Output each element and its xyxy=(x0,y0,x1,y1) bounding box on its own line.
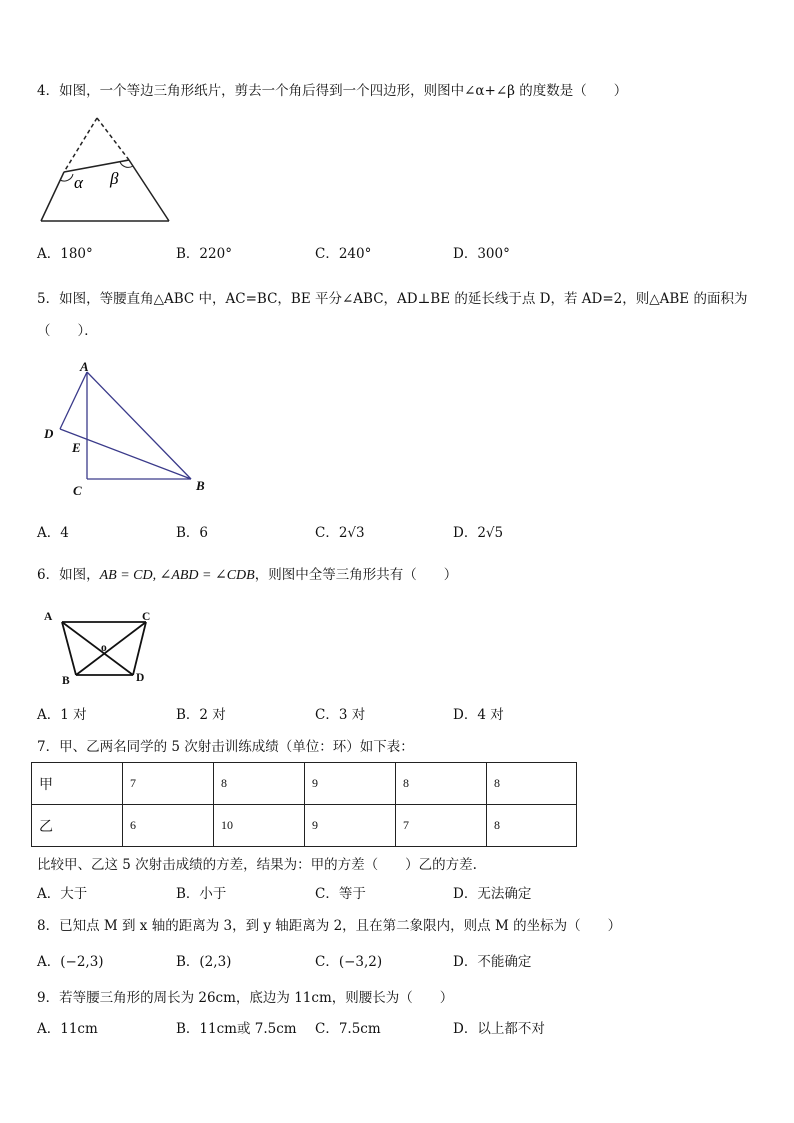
q5-label-A: A xyxy=(80,359,89,374)
q9-option-c: C．7.5cm xyxy=(315,1021,381,1037)
q7-cell: 7 xyxy=(123,763,214,805)
q7-cell: 7 xyxy=(396,805,487,847)
q5-label-D: D xyxy=(44,426,54,441)
q6-stem-math: AB = CD, ∠ABD = ∠CDB xyxy=(99,568,255,583)
q5-stem: 5．如图，等腰直角△ABC 中，AC=BC，BE 平分∠ABC，AD⊥BE 的延长线于点 D，若 AD=2，则△ABE 的面积为 xyxy=(37,291,748,307)
q6-diagonal-AD xyxy=(62,622,133,675)
q7-stem: 7．甲、乙两名同学的 5 次射击训练成绩（单位：环）如下表： xyxy=(37,739,414,755)
q5-label-B: B xyxy=(196,478,205,493)
q7-option-c: C．等于 xyxy=(315,886,366,902)
q6-stem-pre: 6．如图， xyxy=(37,567,100,583)
q6-figure xyxy=(40,607,160,689)
q7-cell: 9 xyxy=(305,805,396,847)
q4-stem: 4．如图，一个等边三角形纸片，剪去一个角后得到一个四边形，则图中∠α+∠β 的度数是（ ） xyxy=(37,83,628,99)
q5-option-c: C．2√3 xyxy=(315,525,365,541)
q7-cell: 9 xyxy=(305,763,396,805)
q5-segment-AD xyxy=(60,372,87,429)
q5-label-E: E xyxy=(72,440,81,455)
q6-option-a: A．1 对 xyxy=(37,707,87,723)
q7-option-d: D．无法确定 xyxy=(453,886,532,902)
q7-cell: 6 xyxy=(123,805,214,847)
q7-cell-name: 甲 xyxy=(32,763,123,805)
q4-dashed-left xyxy=(64,118,97,172)
q7-cell: 8 xyxy=(396,763,487,805)
q7-cell: 8 xyxy=(214,763,305,805)
q4-alpha-label: α xyxy=(74,173,83,192)
q6-option-b: B．2 对 xyxy=(176,707,226,723)
q5-option-a: A．4 xyxy=(37,525,69,541)
q4-figure xyxy=(38,116,173,224)
q6-option-d: D．4 对 xyxy=(453,707,504,723)
q6-label-O: o xyxy=(101,642,107,654)
q4-left-side xyxy=(41,172,64,221)
q6-label-A: A xyxy=(44,611,53,623)
q4-dashed-right xyxy=(97,118,129,160)
q7-cell: 8 xyxy=(487,805,577,847)
q8-option-c: C．(−3,2) xyxy=(315,954,383,970)
q7-option-b: B．小于 xyxy=(176,886,227,902)
q4-triangle-cut xyxy=(41,118,169,221)
table-row xyxy=(32,763,577,805)
q6-label-B: B xyxy=(62,675,70,687)
q7-cell: 10 xyxy=(214,805,305,847)
q5-figure xyxy=(40,358,215,498)
q7-cell-name: 乙 xyxy=(32,805,123,847)
q4-option-d: D．300° xyxy=(453,246,510,262)
q7-cell: 8 xyxy=(487,763,577,805)
q8-option-a: A．(−2,3) xyxy=(37,954,104,970)
q5-option-b: B．6 xyxy=(176,525,209,541)
q6-label-C: C xyxy=(142,611,151,623)
q6-label-D: D xyxy=(136,672,145,684)
q7-option-a: A．大于 xyxy=(37,886,88,902)
q8-option-b: B．(2,3) xyxy=(176,954,232,970)
q8-option-d: D．不能确定 xyxy=(453,954,532,970)
q6-stem-post: ，则图中全等三角形共有（ ） xyxy=(254,567,458,583)
q4-right-side xyxy=(129,160,169,221)
q4-option-b: B．220° xyxy=(176,246,232,262)
q9-option-d: D．以上都不对 xyxy=(453,1021,545,1037)
q6-stem xyxy=(37,566,457,585)
q6-option-c: C．3 对 xyxy=(315,707,366,723)
table-row xyxy=(32,805,577,847)
q4-option-c: C．240° xyxy=(315,246,372,262)
q7-score-table xyxy=(31,762,577,847)
q4-option-a: A．180° xyxy=(37,246,93,262)
q9-stem: 9．若等腰三角形的周长为 26cm，底边为 11cm，则腰长为（ ） xyxy=(37,990,454,1006)
q5-side-AB xyxy=(87,372,191,479)
q9-option-b: B．11cm或 7.5cm xyxy=(176,1021,297,1037)
q5-option-d: D．2√5 xyxy=(453,525,504,541)
q8-stem: 8．已知点 M 到 x 轴的距离为 3，到 y 轴距离为 2，且在第二象限内，则点 M 的坐标为（ ） xyxy=(37,918,622,934)
q4-beta-label: β xyxy=(110,169,119,188)
q4-cut-line xyxy=(64,160,129,172)
q7-followup: 比较甲、乙这 5 次射击成绩的方差，结果为：甲的方差（ ）乙的方差. xyxy=(37,857,477,873)
q5-stem-cont: （ ）． xyxy=(37,323,98,339)
q9-option-a: A．11cm xyxy=(37,1021,98,1037)
q5-label-C: C xyxy=(73,483,82,498)
